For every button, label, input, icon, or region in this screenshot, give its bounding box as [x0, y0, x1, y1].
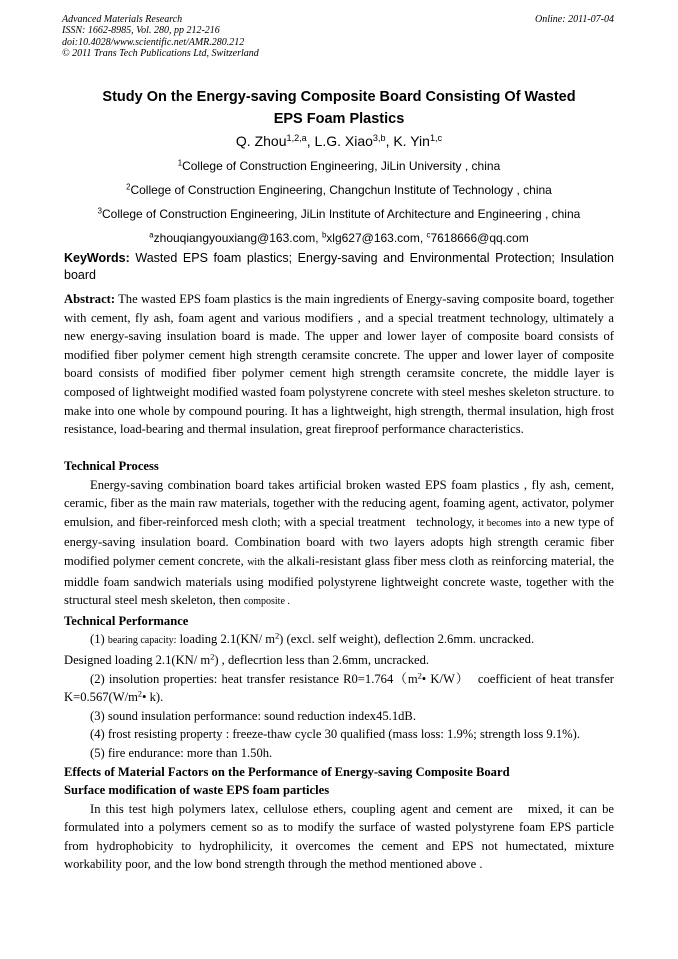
- journal-header: [62, 14, 259, 59]
- technical-process-paragraph: Energy-saving combination board takes artificial broken wasted EPS foam plastics , fly ash, cement, ceramic, fiber as the main raw materials, together with the reducing agent, foaming agent, activator, polymer emulsion, and fiber-reinforced mesh cloth; with a special treatment technology, it becomes into a new type of energy-saving insulation board. Combination board with two layers adopts high strength ceramic fiber modified polymer cement concrete, with the alkali-resistant glass fiber mess cloth as reinforcing material, the middle foam sandwich materials using modified polystyrene lightweight concrete waste, together with the structural steel mesh skeleton, then composite .: [64, 477, 615, 608]
- author-affil-sup: 1,2,a: [286, 133, 307, 143]
- journal-name: Advanced Materials Research: [62, 14, 183, 25]
- main-body: [64, 457, 614, 874]
- abstract-text: The wasted EPS foam plastics is the main ingredients of Energy-saving composite board, together with cement, fly ash, foam agent and various modifiers , and a special treatment technology, ultimately a new energy-saving insulation board is made. The upper and lower layer of composite board consists of modified fiber polymer cement high strength ceramsite concrete. The upper and lower layer of composite board consists of modified fiber polymer cement high strength ceramsite concrete, the middle layer is composed of lightweight modified wasted foam polystyrene concrete with steel meshes skeleton structure. to make into one whole by compound pouring. It has a lightweight, high strength, thermal insulation, high frost resistance, load-bearing and thermal insulation, great fireproof performance characteristics.: [64, 292, 615, 437]
- abstract-label: Abstract:: [64, 292, 116, 306]
- surface-paragraph: In this test high polymers latex, cellulose ethers, coupling agent and cement are mixed, it can be formulated into a polymers cement so as to modify the surface of wasted polystyrene foam EPS particle from hydrophobicity to hydrophilicity, it overcomes the cement and EPS not humectated, mixture workability poor, and the low bond strength through the method mentioned above .: [64, 801, 614, 872]
- keywords: [64, 250, 614, 284]
- journal-issn: ISSN: 1662-8985, Vol. 280, pp 212-216: [62, 25, 220, 37]
- performance-item-4: (4) frost resisting property : freeze-thaw cycle 30 qualified (mass loss: 1.9%; strength loss 9.1%).: [90, 727, 580, 742]
- paper-title-line-1: Study On the Energy-saving Composite Board Consisting Of Wasted: [102, 89, 576, 105]
- performance-item-5: (5) fire endurance: more than 1.50h.: [90, 745, 273, 760]
- keywords-label: KeyWords:: [64, 251, 130, 265]
- paper-title: [0, 86, 678, 130]
- section-heading-technical-process: Technical Process: [64, 459, 159, 473]
- email-link[interactable]: 7618666@qq.com: [430, 231, 529, 245]
- author-name: L.G. Xiao: [314, 133, 373, 149]
- abstract: [64, 290, 614, 439]
- author-list: Q. Zhou$^{1,2,a}$, L.G. Xiao$^{3,b}$, K. Yin$^{1,c}$: [235, 133, 443, 149]
- performance-item-1: (1) bearing capacity: loading 2.1(KN/ $m^2$) (excl. self weight), deflection 2.6mm. uncracked.: [90, 631, 535, 647]
- performance-item-2: (2) insolution properties: heat transfer resistance $R0=1.764(m^2•$ K/W） coefficient of heat transfer $K=0.567(W/m^2•$ k).: [64, 671, 614, 705]
- affiliation-1: $^1$College of Construction Engineering, JiLin University , china: [177, 158, 501, 173]
- author-affil-sup: 3,b: [372, 133, 386, 143]
- performance-item-3: (3) sound insulation performance: sound reduction index45.1dB.: [90, 708, 416, 723]
- keywords-text: Wasted EPS foam plastics; Energy-saving and Environmental Protection; Insulation board: [64, 251, 614, 282]
- performance-item-1-design: Designed loading 2.1(KN/ $m^2$) , deflecrtion less than 2.6mm, uncracked.: [64, 652, 430, 667]
- section-heading-technical-performance: Technical Performance: [64, 613, 189, 628]
- author-affil-sup: 1,c: [429, 133, 443, 143]
- author-name: Q. Zhou: [235, 133, 287, 149]
- subsection-heading-surface: Surface modification of waste EPS foam particles: [64, 783, 330, 798]
- affiliation-3: $^3$College of Construction Engineering, JiLin Institute of Architecture and Engineering , china: [97, 206, 581, 221]
- section-heading-effects: Effects of Material Factors on the Performance of Energy-saving Composite Board: [64, 764, 510, 779]
- journal-doi: doi:10.4028/www.scientific.net/AMR.280.212: [62, 36, 245, 48]
- email-link[interactable]: xlg627@163.com: [326, 231, 420, 245]
- author-emails: $^a$zhouqiangyouxiang@163.com, $^b$xlg627@163.com, $^c$7618666@qq.com: [149, 230, 529, 245]
- author-name: K. Yin: [393, 133, 430, 149]
- journal-copyright: © 2011 Trans Tech Publications Ltd, Switzerland: [62, 47, 259, 59]
- paper-title-line-2: EPS Foam Plastics: [273, 111, 405, 127]
- online-date: Online: 2011-07-04: [535, 14, 614, 25]
- affiliation-2: $^2$College of Construction Engineering, Changchun Institute of Technology , china: [126, 182, 552, 197]
- email-link[interactable]: zhouqiangyouxiang@163.com: [153, 231, 316, 245]
